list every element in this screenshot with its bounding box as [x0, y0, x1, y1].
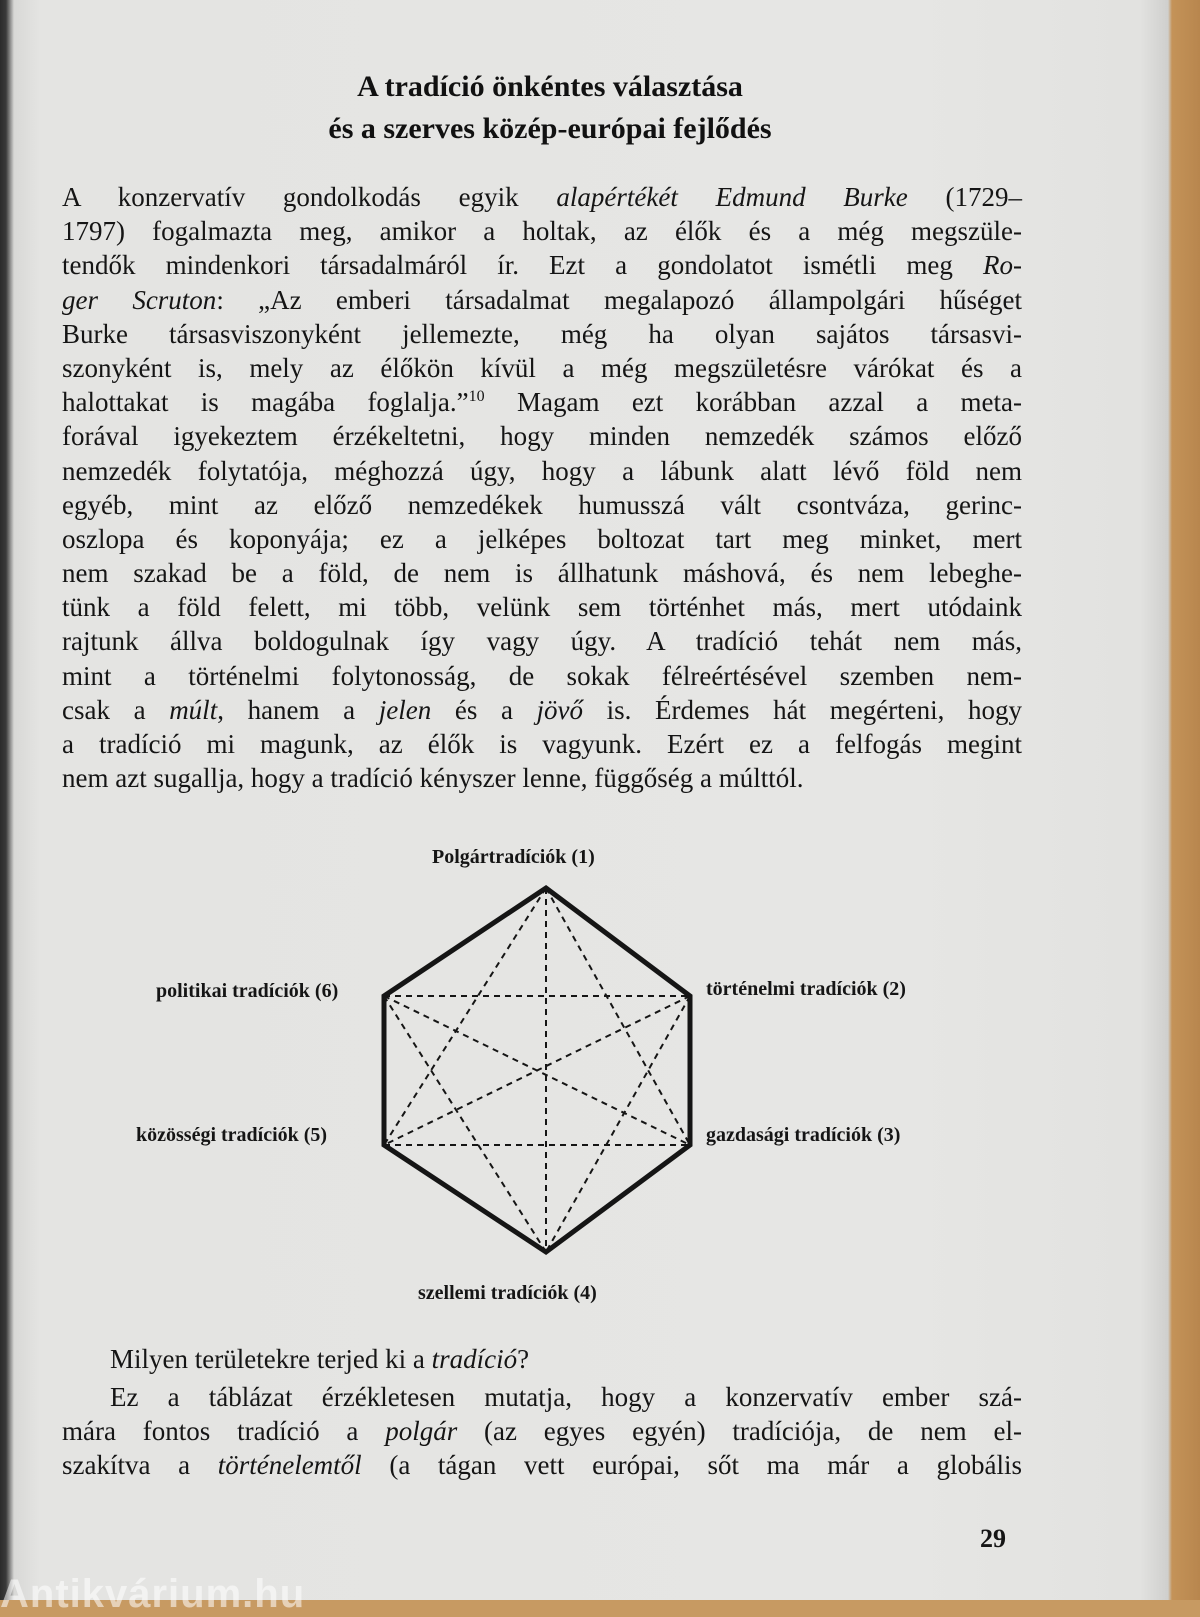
text-span: Magam ezt korábban azzal a meta- — [484, 387, 1022, 418]
section-heading — [10, 66, 1090, 150]
text-span: : „Az emberi társadalmat megalapozó állampolgári hűséget — [216, 284, 1022, 315]
text-line — [62, 283, 1022, 317]
text-line — [62, 180, 1022, 214]
paragraph-1 — [62, 180, 1022, 795]
text-span: is. Érdemes hát megérteni, hogy — [583, 694, 1023, 725]
italic-span: múlt — [169, 694, 218, 725]
text-span: mára fontos tradíció a — [62, 1416, 386, 1447]
page-number: 29 — [980, 1524, 1006, 1553]
text-line: nemzedék folytatója, méghozzá úgy, hogy a lábunk alatt lévő föld nem — [62, 455, 1022, 486]
text-line: oszlopa és koponyája; ez a jelképes boltozat tart meg minket, mert — [62, 523, 1022, 554]
paragraph-2 — [62, 1380, 1022, 1483]
text-span: (a tágan vett európai, sőt ma már a globális — [361, 1450, 1022, 1481]
italic-span: jelen — [378, 694, 432, 725]
diagonal-1-5 — [384, 888, 546, 1145]
italic-span: Ro- — [983, 250, 1022, 281]
text-line: egyéb, mint az előző nemzedékek humusszá vált csontváza, gerinc- — [62, 489, 1022, 520]
italic-span: történelemtől — [217, 1450, 362, 1481]
text-line: 1797) fogalmazta meg, amikor a holtak, az élők és a még megszüle- — [62, 216, 1022, 247]
text-span: csak a — [62, 694, 170, 725]
label-community-traditions: közösségi tradíciók (5) — [136, 1124, 328, 1146]
text-line — [62, 385, 1022, 419]
italic-span: alapértékét Edmund Burke — [556, 182, 908, 212]
heading-line-2: és a szerves közép-európai fejlődés — [328, 112, 772, 145]
text-span: (az egyes egyén) tradíciója, de nem el- — [457, 1416, 1022, 1447]
watermark-text: Antikvárium.hu — [0, 1572, 306, 1616]
diagonal-2-4 — [546, 996, 690, 1252]
text-line: Ez a táblázat érzékletesen mutatja, hogy a konzervatív ember szá- — [110, 1382, 1022, 1412]
text-span: tendők mindenkori társadalmáról ír. Ezt a gondolatot ismétli meg — [62, 250, 984, 281]
label-historical-traditions: történelmi tradíciók (2) — [706, 978, 906, 1000]
text-line: rajtunk állva boldogulnak így vagy úgy. A tradíció tehát nem más, — [62, 626, 1022, 657]
heading-line-1: A tradíció önkéntes választása — [357, 70, 743, 103]
label-economic-traditions: gazdasági tradíciók (3) — [706, 1124, 901, 1146]
text-line — [62, 1448, 1022, 1482]
text-line: forával igyekeztem érzékeltetni, hogy minden nemzedék számos előző — [62, 421, 1022, 452]
text-line: a tradíció mi magunk, az élők is vagyunk. Ezért ez a felfogás megint — [62, 729, 1022, 759]
book-page — [10, 0, 1170, 1600]
hexagon-svg — [10, 850, 1110, 1330]
diagonal-1-3 — [546, 888, 690, 1145]
text-line: nem szakad be a föld, de nem is állhatunk máshová, és nem lebeghe- — [62, 558, 1022, 589]
text-span: szakítva a — [62, 1450, 218, 1481]
italic-span: polgár — [385, 1416, 458, 1447]
text-line — [62, 693, 1022, 727]
text-line: szonyként is, mely az élőkön kívül a még megszületésre várókat és a — [62, 352, 1022, 383]
text-line: Burke társasviszonyként jellemezte, még ha olyan sajátos társasvi- — [62, 318, 1022, 349]
text-line: tünk a föld felett, mi több, velünk sem történhet más, mert utódaink — [62, 592, 1022, 623]
text-span: Milyen területekre terjed ki a — [110, 1344, 432, 1374]
text-line: nem azt sugallja, hogy a tradíció kényszer lenne, függőség a múlttól. — [62, 763, 804, 794]
italic-span: ger Scruton — [62, 284, 217, 315]
text-line: mint a történelmi folytonosság, de sokak félreértésével szemben nem- — [62, 660, 1022, 691]
text-span: A konzervatív gondolkodás egyik — [62, 182, 557, 212]
text-line — [62, 1414, 1022, 1448]
text-span: , hanem a — [217, 694, 379, 725]
tradition-hexagon-diagram — [10, 846, 1110, 1330]
footnote-reference: 10 — [468, 388, 485, 406]
text-span: és a — [431, 694, 537, 725]
text-span: (1729– — [907, 182, 1023, 212]
text-line — [62, 248, 1022, 282]
text-span: halottakat is magába foglalja.” — [62, 387, 469, 418]
text-span: ? — [517, 1344, 530, 1374]
label-political-traditions: politikai tradíciók (6) — [156, 980, 339, 1002]
italic-span: jövő — [536, 694, 584, 725]
label-polgar-traditions: Polgártradíciók (1) — [432, 846, 595, 868]
question-line — [110, 1342, 529, 1376]
hexagon-diagonals — [384, 888, 690, 1252]
italic-span: tradíció — [431, 1344, 518, 1374]
label-intellectual-traditions: szellemi tradíciók (4) — [418, 1282, 597, 1304]
